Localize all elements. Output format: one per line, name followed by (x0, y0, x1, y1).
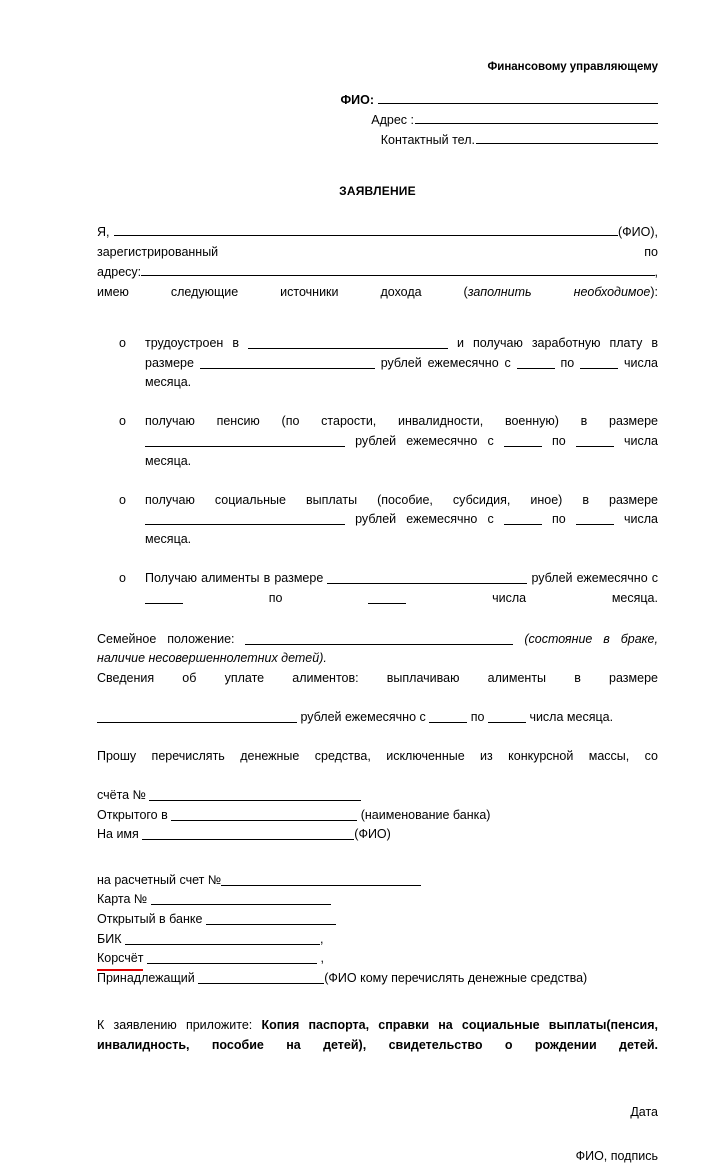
intro-registered-label: зарегистрированный (97, 244, 219, 259)
income-2-to-blank[interactable] (576, 512, 614, 525)
income-1-to-blank[interactable] (576, 434, 614, 447)
signature-date-label: Дата (630, 1105, 658, 1120)
intro-address-comma: , (654, 265, 658, 280)
income-0-amount-blank[interactable] (200, 356, 375, 369)
header-field-fio (97, 90, 658, 110)
income-3-from-blank[interactable] (145, 591, 183, 604)
bullet-marker-icon: o (119, 335, 126, 350)
intro-prefix: Я, (97, 225, 110, 239)
income-1-part1: получаю пенсию (по старости, инвалидности, военную) в размере (145, 414, 658, 429)
transfer-bank-blank[interactable] (171, 808, 357, 821)
bank-detail-blank-settlement-account[interactable] (221, 873, 421, 886)
intro-line-name (97, 222, 658, 243)
income-0-part1: трудоустроен в (145, 335, 239, 350)
income-3-part3: по (268, 590, 283, 605)
attachments-list: Копия паспорта, справки на социальные выплаты(пенсия, инвалидность, пособие на детей), свидетельство о рождении детей. (97, 1018, 658, 1052)
bank-detail-label-bik: БИК (97, 931, 122, 946)
transfer-bank-note: (наименование банка) (360, 807, 491, 822)
header-field-address-label: Адрес : (371, 113, 414, 127)
income-3-to-blank[interactable] (368, 591, 406, 604)
bank-detail-label-card: Карта № (97, 892, 148, 907)
attachments-block (97, 1016, 658, 1075)
income-1-amount-blank[interactable] (145, 434, 345, 447)
document-title: ЗАЯВЛЕНИЕ (339, 184, 416, 198)
bank-detail-label-corr-account: Корсчёт (97, 949, 143, 969)
intro-suffix: (ФИО), (617, 225, 658, 239)
income-2-amount-blank[interactable] (145, 512, 345, 525)
transfer-name-line (97, 825, 658, 845)
header-field-phone (97, 130, 658, 150)
alimony-paid-mid: рублей ежемесячно с (300, 710, 426, 725)
signature-name-label: ФИО, подпись (575, 1149, 658, 1163)
header-field-address (97, 110, 658, 130)
income-2-part3: по (551, 512, 566, 527)
income-0-part4: по (560, 355, 575, 370)
bank-detail-suffix-corr-account: , (320, 951, 324, 966)
income-3-part1: Получаю алименты в размере (145, 571, 324, 586)
spacer (97, 728, 658, 747)
income-0-from-blank[interactable] (517, 356, 555, 369)
transfer-name-label: На имя (97, 827, 139, 842)
alimony-paid-end: числа месяца. (529, 710, 614, 725)
intro-sources-text: имею следующие источники дохода ( (97, 284, 468, 299)
intro-block (97, 222, 658, 322)
header-field-fio-label: ФИО: (340, 93, 374, 107)
income-3-part2: рублей ежемесячно с (531, 571, 658, 586)
intro-line-sources (97, 283, 658, 322)
income-2-from-blank[interactable] (504, 512, 542, 525)
bank-detail-suffix-owner: (ФИО кому перечислять денежные средства) (324, 970, 588, 985)
bank-detail-label-owner: Принадлежащий (97, 970, 195, 985)
income-sources-list (97, 334, 658, 628)
transfer-name-blank[interactable] (142, 827, 354, 840)
bank-detail-blank-corr-account[interactable] (147, 951, 317, 964)
bank-detail-row[interactable] (97, 910, 658, 930)
transfer-account-blank[interactable] (149, 788, 361, 801)
addressee-line: Финансовому управляющему (487, 61, 658, 73)
family-status-block (97, 630, 658, 669)
alimony-paid-to-blank[interactable] (488, 710, 526, 723)
bank-detail-label-settlement-account: на расчетный счет № (97, 872, 222, 887)
bank-detail-blank-card[interactable] (151, 892, 331, 905)
income-1-from-blank[interactable] (504, 434, 542, 447)
family-status-label: Семейное положение: (97, 631, 235, 646)
transfer-name-note: (ФИО) (354, 827, 391, 842)
header-field-address-blank[interactable] (415, 110, 658, 124)
income-1-part4: числа месяца. (145, 433, 658, 468)
income-0-part3: рублей ежемесячно с (380, 355, 511, 370)
transfer-request-text: Прошу перечислять денежные средства, исключенные из конкурсной массы, со (97, 748, 658, 763)
transfer-bank-line (97, 806, 658, 826)
attachments-prefix: К заявлению приложите: (97, 1018, 253, 1033)
alimony-paid-amounts (97, 708, 658, 728)
header-field-fio-blank[interactable] (378, 90, 658, 104)
bank-detail-row[interactable] (97, 871, 658, 891)
header-field-phone-label: Контактный тел. (380, 133, 475, 147)
income-1-part2: рублей ежемесячно с (355, 433, 494, 448)
transfer-account-line (97, 786, 658, 806)
list-item[interactable] (97, 334, 658, 412)
bank-detail-suffix-bik: , (319, 931, 324, 946)
income-0-part2: и получаю заработную плату в размере (145, 335, 658, 370)
income-2-part1: получаю социальные выплаты (пособие, субсидия, иное) в размере (145, 492, 658, 507)
bank-detail-label-bank: Открытый в банке (97, 912, 203, 926)
list-item[interactable] (97, 569, 658, 628)
intro-sources-italic: заполнить необходимое (467, 284, 651, 299)
transfer-request-para (97, 747, 658, 786)
family-status-note: (состояние в браке, наличие несовершеннолетних детей). (97, 631, 658, 666)
bank-details-block (97, 871, 658, 989)
alimony-paid-text: Сведения об уплате алиментов: выплачиваю алименты в размере (97, 671, 658, 686)
intro-address-blank[interactable] (141, 262, 654, 276)
bank-detail-blank-bik[interactable] (125, 932, 320, 945)
intro-line-address (97, 262, 658, 283)
bullet-marker-icon: o (119, 414, 126, 429)
bullet-marker-icon: o (119, 492, 126, 507)
alimony-paid-block (97, 669, 658, 708)
bank-detail-row[interactable] (97, 890, 658, 910)
alimony-paid-po: по (470, 710, 485, 725)
intro-line-registered (97, 243, 658, 263)
family-status-blank[interactable] (245, 632, 513, 645)
income-0-part5: числа месяца. (145, 355, 658, 390)
income-1-part3: по (551, 433, 566, 448)
intro-registered-po: по (644, 244, 658, 259)
income-2-part2: рублей ежемесячно с (355, 512, 494, 527)
bank-detail-blank-bank[interactable] (206, 912, 336, 925)
bank-detail-row[interactable] (97, 969, 658, 989)
document-content (97, 0, 658, 1163)
income-3-part4: числа месяца. (492, 590, 658, 605)
bank-detail-row[interactable] (97, 930, 658, 950)
income-2-part4: числа месяца. (145, 512, 658, 546)
spacer (97, 845, 658, 871)
bank-detail-blank-owner[interactable] (198, 971, 324, 984)
income-0-employer-blank[interactable] (248, 336, 448, 349)
alimony-paid-amount-blank[interactable] (97, 710, 297, 723)
bullet-marker-icon: o (119, 571, 126, 586)
transfer-account-label: счёта № (97, 788, 146, 803)
header-field-phone-blank[interactable] (476, 130, 658, 144)
bank-detail-row[interactable] (97, 949, 658, 969)
transfer-bank-label: Открытого в (97, 807, 168, 822)
alimony-paid-from-blank[interactable] (429, 710, 467, 723)
intro-address-label: адресу: (97, 265, 142, 280)
intro-sources-end: ): (650, 284, 659, 299)
income-0-to-blank[interactable] (580, 356, 618, 369)
list-item[interactable] (97, 491, 658, 569)
list-item[interactable] (97, 412, 658, 490)
income-3-amount-blank[interactable] (327, 571, 527, 584)
intro-name-blank[interactable] (114, 222, 618, 236)
